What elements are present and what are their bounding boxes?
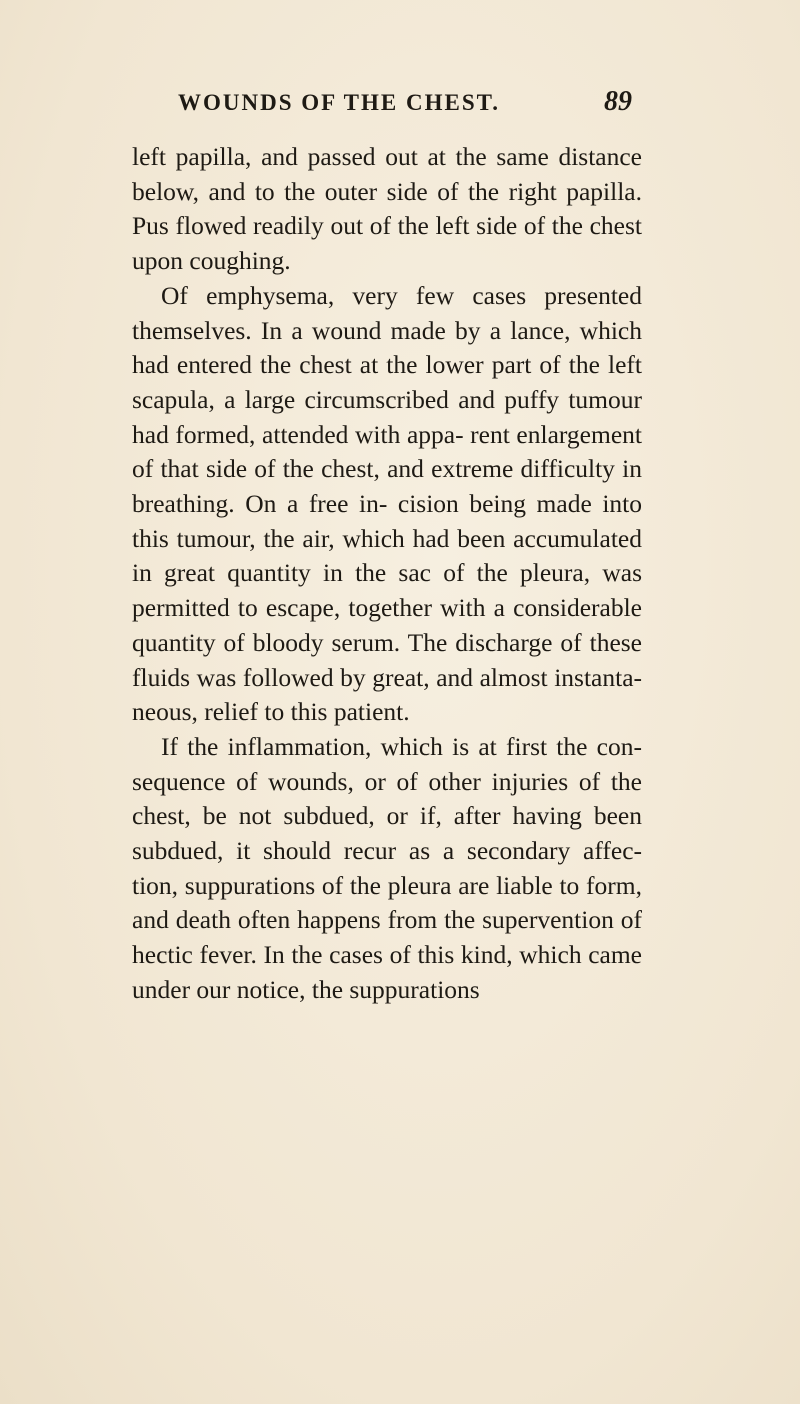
body-text: [132, 140, 642, 1008]
page-number: 89: [604, 86, 632, 117]
page-header: [168, 86, 638, 122]
paragraph: If the inflammation, which is at first the con- sequence of wounds, or of other injuries of the chest, be not subdued, or if, after having been subdued, it should recur as a secondary affec- tion, suppurations of the pleura are liable to form, and death often happens from the supervention of hectic fever. In the cases of this kind, which came under our notice, the suppurations: [132, 731, 642, 1004]
paragraph: left papilla, and passed out at the same distance below, and to the outer side of the right papilla. Pus flowed readily out of the left side of the chest upon coughing.: [132, 142, 642, 276]
paragraph: Of emphysema, very few cases presented themselves. In a wound made by a lance, which had entered the chest at the lower part of the left scapula, a large circumscribed and puffy tumour had formed, attended with appa- rent enlargement of that side of the chest, and extreme difficulty in breathing. On a free in- cision being made into this tumour, the air, which had been accumulated in great quantity in the sac of the pleura, was permitted to escape, together with a considerable quantity of bloody serum. The discharge of these fluids was followed by great, and almost instanta- neous, relief to this patient.: [132, 280, 642, 727]
running-head: WOUNDS OF THE CHEST.: [178, 90, 501, 115]
